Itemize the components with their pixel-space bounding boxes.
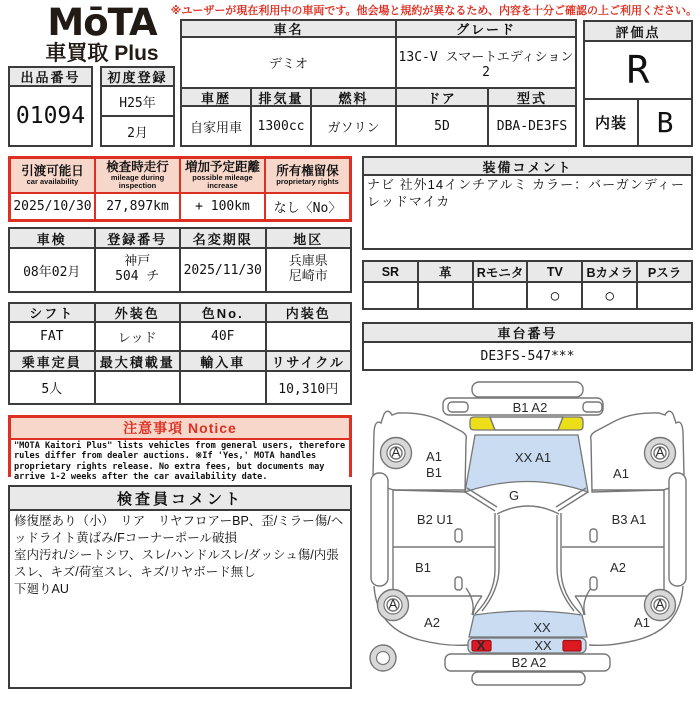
- exterior-color-header: 外装色: [96, 304, 180, 321]
- rear-panel-damage-label: X: [476, 638, 486, 653]
- chassis-number-box: [362, 322, 693, 371]
- wheel-grade-mark: A: [391, 444, 401, 460]
- availability-header-mileage: [96, 159, 179, 192]
- equip-leather-header: 革: [419, 262, 472, 281]
- spare-tire-icon: [370, 645, 396, 671]
- rating-header: 評価点: [585, 22, 691, 40]
- car-damage-diagram: [362, 374, 695, 698]
- rear-window-shape: [469, 611, 587, 637]
- rights-value: なし〈No〉: [266, 194, 349, 219]
- first-registration-header: 初度登録: [102, 68, 173, 85]
- notice-box: [8, 415, 352, 482]
- availability-table: [8, 156, 352, 222]
- left-rear-door-label: B1: [415, 560, 431, 575]
- right-front-fender-label: A1: [613, 466, 629, 481]
- color-no-value: 40F: [181, 323, 265, 350]
- mileage-value: 27,897km: [96, 194, 179, 219]
- wheel-grade-mark: A: [388, 596, 398, 612]
- equip-tv-header: TV: [528, 262, 581, 281]
- cowl-panel: [490, 417, 563, 430]
- rear-left-wheel-icon: [378, 590, 409, 621]
- equip-bcamera-value: ○: [583, 283, 636, 308]
- displacement-header: 排気量: [252, 89, 310, 105]
- max-load-header: 最大積載量: [96, 352, 180, 370]
- max-load-value: [96, 372, 180, 403]
- fuel-value: ガソリン: [312, 107, 395, 145]
- windshield-label: XX A1: [514, 450, 552, 465]
- grade-header: グレード: [397, 21, 575, 36]
- capacity-value: 5人: [10, 372, 94, 403]
- mileage-sublabel: mileage during inspection: [110, 173, 165, 191]
- shaken-value: 08年02月: [10, 249, 94, 291]
- right-yellow-damage-mark: [558, 417, 583, 430]
- plate-header: 登録番号: [96, 229, 180, 247]
- availability-sublabel: car availability: [26, 177, 79, 187]
- rating-box: [583, 20, 693, 147]
- equip-rmonitor-header: Rモニタ: [474, 262, 527, 281]
- history-header: 車歴: [182, 89, 250, 105]
- equip-pslide-header: Pスラ: [638, 262, 691, 281]
- mota-logo: [27, 1, 177, 65]
- door-handle-marks: [455, 529, 597, 590]
- top-warning-text: ※ユーザーが現在利用中の車両です。他会場と規約が異なるため、内容を十分ご確認の上ご利用ください。: [170, 5, 697, 17]
- registration-table: [8, 227, 352, 293]
- left-headlight-icon: [448, 402, 468, 412]
- right-front-door-label: B3 A1: [611, 512, 647, 527]
- logo-subtitle: 車買取 Plus: [45, 42, 159, 65]
- car-name-value: デミオ: [182, 38, 395, 87]
- rear-bumper-label: B2 A2: [511, 655, 547, 670]
- door-value: 5D: [397, 107, 487, 145]
- right-rear-quarter-label: A1: [634, 615, 650, 630]
- equipment-table: [362, 260, 693, 310]
- front-right-wheel-icon: [645, 438, 676, 469]
- availability-date-value: 2025/10/30: [11, 194, 94, 219]
- shaken-header: 車検: [10, 229, 94, 247]
- first-registration-box: [100, 66, 175, 147]
- recycle-header: リサイクル: [267, 352, 351, 370]
- vehicle-main-table: [180, 19, 577, 147]
- equip-leather-value: [419, 283, 472, 308]
- interior-score: B: [639, 100, 691, 145]
- notice-body: "MOTA Kaitori Plus" lists vehicles from general users, therefore rules differ from dealer auctions. ※If 'Yes,' MOTA handles proprietary rights release. No extra fees, but documents may arrive 1-2 weeks after the car availability date.: [11, 440, 349, 483]
- left-front-fender-label-2: B1: [426, 465, 442, 480]
- grade-value: 13C-V スマートエディション2: [397, 38, 575, 87]
- name-change-value: 2025/11/30: [181, 249, 265, 291]
- interior-label: 内装: [585, 100, 637, 145]
- chassis-number-value: DE3FS-547***: [364, 343, 691, 369]
- displacement-value: 1300cc: [252, 107, 310, 145]
- rear-bottom-strip: [472, 672, 585, 685]
- history-value: 自家用車: [182, 107, 250, 145]
- rights-sublabel: proprietary rights: [276, 177, 339, 187]
- district-value: 兵庫県 尼崎市: [267, 249, 351, 291]
- equipment-comment-box: [362, 156, 693, 250]
- front-top-strip: [472, 382, 583, 397]
- interior-color-value: [267, 323, 351, 350]
- availability-header-rights: [266, 159, 349, 192]
- left-front-fender-label-1: A1: [426, 449, 442, 464]
- left-front-door-label: B2 U1: [416, 512, 454, 527]
- equip-tv-value: ○: [528, 283, 581, 308]
- model-header: 型式: [489, 89, 575, 105]
- name-change-header: 名変期限: [181, 229, 265, 247]
- equip-sr-value: [364, 283, 417, 308]
- left-rocker-panel: [371, 473, 388, 586]
- equip-sr-header: SR: [364, 262, 417, 281]
- availability-label: 引渡可能日: [21, 164, 84, 178]
- logo-title: MōTA: [47, 1, 157, 44]
- chassis-number-header: 車台番号: [364, 324, 691, 341]
- rights-label: 所有権留保: [276, 164, 339, 178]
- wheel-grade-mark: A: [655, 444, 665, 460]
- shift-header: シフト: [10, 304, 94, 321]
- equip-bcamera-header: Bカメラ: [583, 262, 636, 281]
- model-value: DBA-DE3FS: [489, 107, 575, 145]
- increase-label: 増加予定距離: [184, 160, 260, 175]
- equipment-comment-title: 装備コメント: [364, 158, 691, 174]
- import-header: 輸入車: [181, 352, 265, 370]
- right-rocker-panel: [669, 473, 686, 586]
- first-registration-year: H25年: [102, 87, 173, 115]
- availability-header-date: [11, 159, 94, 192]
- increase-sublabel: possible mileage increase: [192, 173, 253, 191]
- spec-table: [8, 302, 352, 405]
- front-bumper-label: B1 A2: [512, 400, 548, 415]
- recycle-value: 10,310円: [267, 372, 351, 403]
- inspector-comment-title: 検査員コメント: [10, 487, 350, 509]
- inspector-comment-box: [8, 485, 352, 689]
- front-left-wheel-icon: [381, 438, 412, 469]
- equipment-comment-body: ナビ 社外14インチアルミ カラー：バーガンディーレッドマイカ: [364, 176, 691, 248]
- shift-value: FAT: [10, 323, 94, 350]
- district-header: 地区: [267, 229, 351, 247]
- left-rear-quarter-label: A2: [424, 615, 440, 630]
- mileage-label: 検査時走行: [106, 160, 169, 175]
- right-rear-door-label: A2: [610, 560, 626, 575]
- fuel-header: 燃料: [312, 89, 395, 105]
- rear-panel-label: XX: [534, 638, 552, 653]
- right-taillight-damage-mark: [563, 641, 581, 652]
- notice-title: 注意事項 Notice: [11, 418, 349, 438]
- right-headlight-icon: [583, 402, 602, 412]
- lot-number-header: 出品番号: [10, 68, 91, 85]
- color-no-header: 色No.: [181, 304, 265, 321]
- rating-score: R: [585, 42, 691, 98]
- rear-window-label: XX: [533, 620, 551, 635]
- door-header: ドア: [397, 89, 487, 105]
- lot-number-value: 01094: [10, 87, 91, 145]
- equip-pslide-value: [638, 283, 691, 308]
- wheel-grade-mark: A: [655, 596, 665, 612]
- exterior-color-value: レッド: [96, 323, 180, 350]
- inspector-comment-body: 修復歴あり（小） リア リヤフロアーBP、歪/ミラー傷/ヘッドライト黄ばみ/Fコーナーポール破損 室内汚れ/シートシワ、スレ/ハンドルスレ/ダッシュ傷/内張スレ、キズ/荷室スレ、キズ/リヤボード無し 下廻りAU: [10, 511, 350, 687]
- plate-value: 神戸 504 チ: [96, 249, 180, 291]
- first-registration-month: 2月: [102, 117, 173, 145]
- capacity-header: 乗車定員: [10, 352, 94, 370]
- equip-rmonitor-value: [474, 283, 527, 308]
- interior-color-header: 内装色: [267, 304, 351, 321]
- lot-number-box: [8, 66, 93, 147]
- increase-value: + 100km: [181, 194, 264, 219]
- availability-header-increase: [181, 159, 264, 192]
- import-value: [181, 372, 265, 403]
- hood-label: G: [508, 488, 520, 503]
- car-name-header: 車名: [182, 21, 395, 36]
